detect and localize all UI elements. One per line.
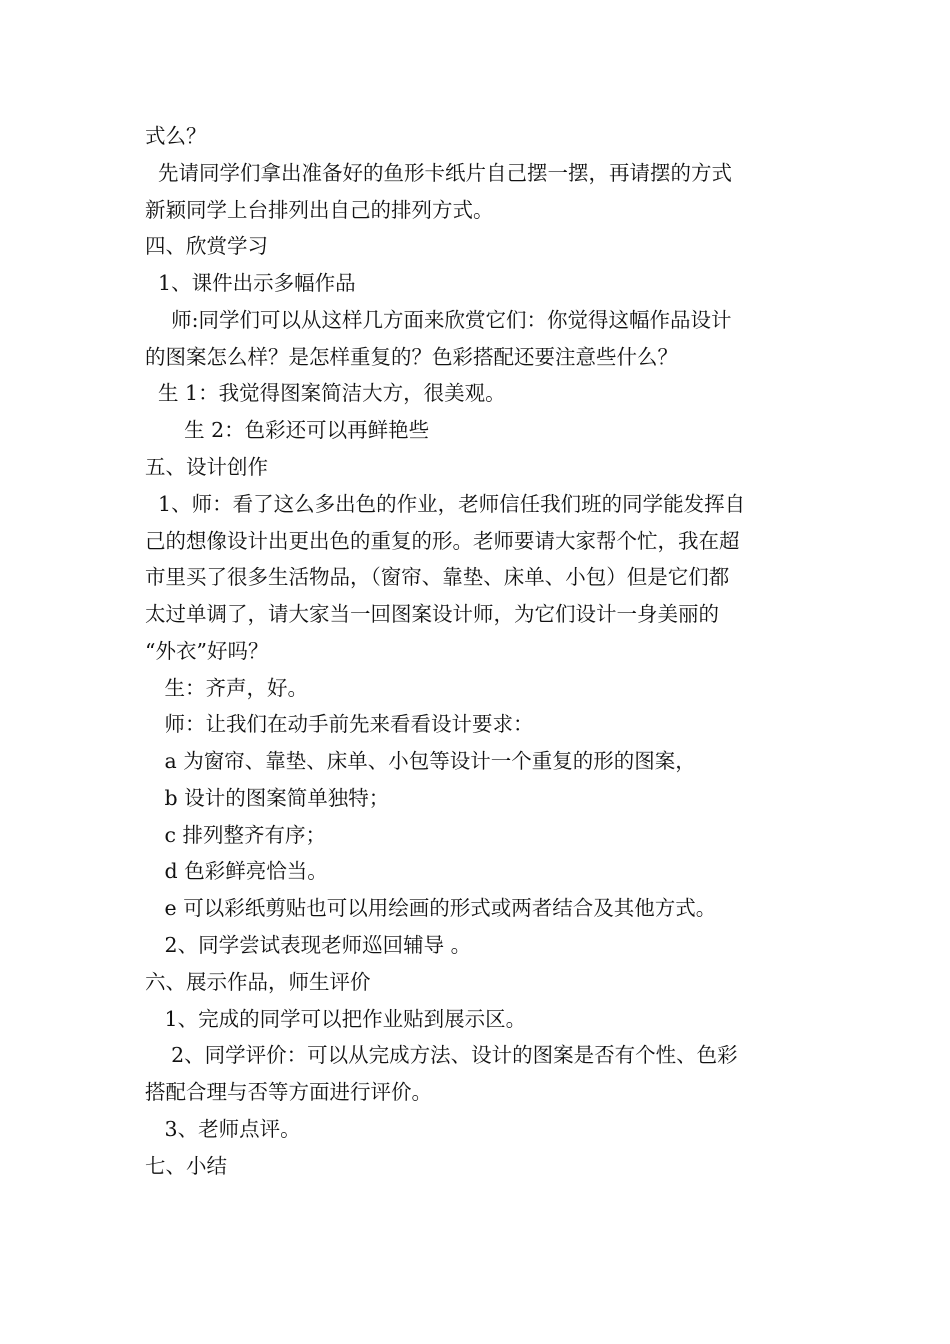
text-line: 2、同学评价：可以从完成方法、设计的图案是否有个性、色彩 [145, 1043, 738, 1067]
text-line: 搭配合理与否等方面进行评价。 [145, 1080, 432, 1104]
text-line: 己的想像设计出更出色的重复的形。老师要请大家帮个忙，我在超 [145, 529, 740, 553]
text-line: 太过单调了，请大家当一回图案设计师，为它们设计一身美丽的 [145, 602, 719, 626]
text-line: 师：让我们在动手前先来看看设计要求： [145, 712, 534, 736]
text-line: 先请同学们拿出准备好的鱼形卡纸片自己摆一摆，再请摆的方式 [145, 161, 733, 185]
list-item: e 可以彩纸剪贴也可以用绘画的形式或两者结合及其他方式。 [145, 896, 717, 920]
section-heading: 六、展示作品，师生评价 [145, 970, 371, 994]
text-line: 1、课件出示多幅作品 [145, 271, 356, 295]
section-heading: 五、设计创作 [145, 455, 268, 479]
text-line: 生 2：色彩还可以再鲜艳些 [145, 418, 430, 442]
section-heading: 四、欣赏学习 [145, 234, 268, 258]
text-line: 1、完成的同学可以把作业贴到展示区。 [145, 1007, 527, 1031]
text-line: 3、老师点评。 [145, 1117, 301, 1141]
text-line: 生：齐声，好。 [145, 676, 309, 700]
text-line: 生 1：我觉得图案简洁大方，很美观。 [145, 381, 506, 405]
text-line: 式么？ [145, 124, 207, 148]
text-line: 的图案怎么样？是怎样重复的？色彩搭配还要注意些什么？ [145, 345, 678, 369]
text-line: 新颖同学上台排列出自己的排列方式。 [145, 198, 494, 222]
text-line: 师:同学们可以从这样几方面来欣赏它们：你觉得这幅作品设计 [145, 308, 732, 332]
text-line: 1、师：看了这么多出色的作业，老师信任我们班的同学能发挥自 [145, 492, 746, 516]
text-line: 2、同学尝试表现老师巡回辅导 。 [145, 933, 472, 957]
text-line: “外衣”好吗？ [145, 639, 269, 663]
text-line: 市里买了很多生活物品，（窗帘、靠垫、床单、小包）但是它们都 [145, 565, 730, 589]
list-item: d 色彩鲜亮恰当。 [145, 859, 328, 883]
list-item: c 排列整齐有序； [145, 823, 327, 847]
list-item: b 设计的图案简单独特； [145, 786, 390, 810]
section-heading: 七、小结 [145, 1154, 227, 1178]
list-item: a 为窗帘、靠垫、床单、小包等设计一个重复的形的图案， [145, 749, 696, 773]
